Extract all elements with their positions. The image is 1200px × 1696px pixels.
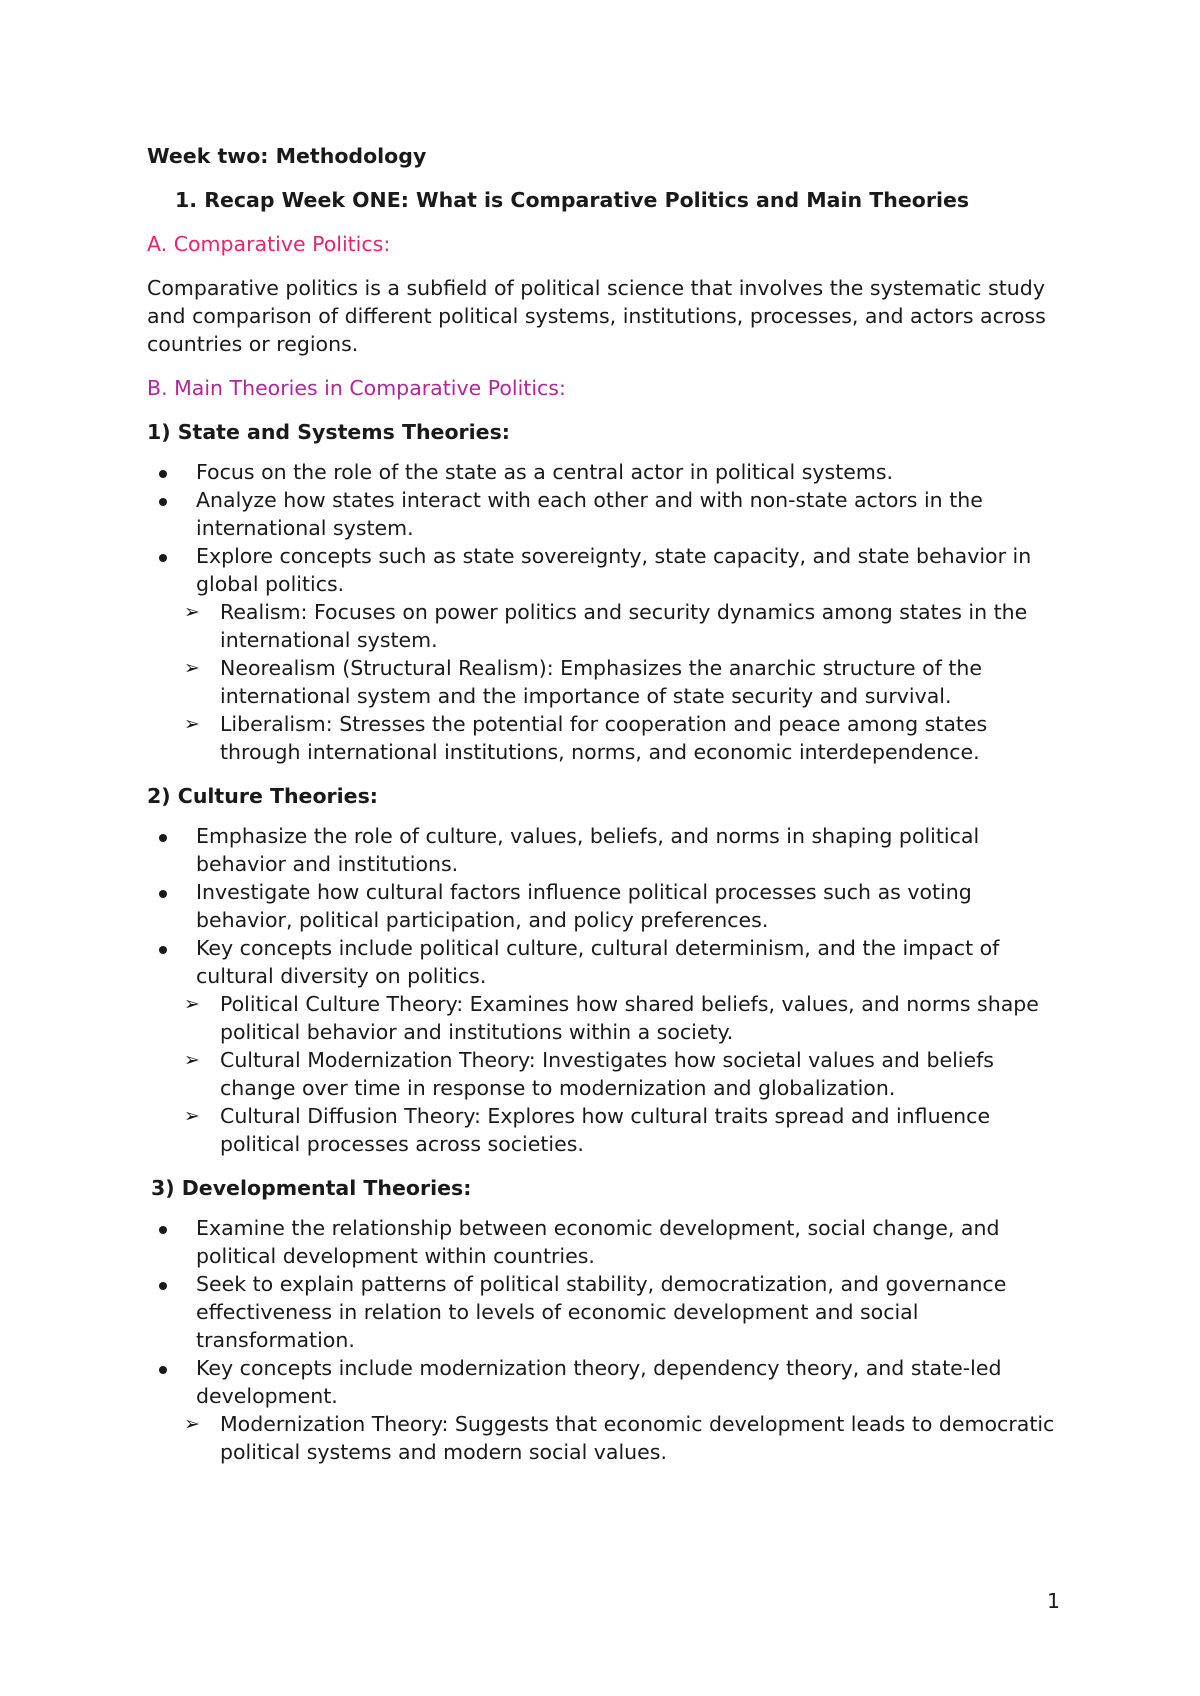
theory-1-heading: 1) State and Systems Theories: (147, 420, 510, 444)
list-item: Explore concepts such as state sovereignty, state capacity, and state behavior in global politics. (147, 542, 1067, 598)
page-number: 1 (1047, 1589, 1061, 1613)
theory-2-list (147, 822, 1067, 1158)
section-a-paragraph: Comparative politics is a subfield of political science that involves the systematic study and comparison of different political systems, institutions, processes, and actors across countries or regions. (147, 276, 1046, 356)
list-item: Focus on the role of the state as a central actor in political systems. (147, 458, 1067, 486)
list-item: Key concepts include modernization theory, dependency theory, and state-led development. (147, 1354, 1067, 1410)
sub-list-item: ➢ Political Culture Theory: Examines how shared beliefs, values, and norms shape political behavior and institutions within a society. (147, 990, 1067, 1046)
theory-2-heading: 2) Culture Theories: (147, 784, 378, 808)
list-item: Seek to explain patterns of political stability, democratization, and governance effectiveness in relation to levels of economic development and social transformation. (147, 1270, 1067, 1354)
sub-list-item: ➢ Cultural Diffusion Theory: Explores how cultural traits spread and influence political processes across societies. (147, 1102, 1067, 1158)
theory-3-list (147, 1214, 1067, 1466)
recap-heading: 1. Recap Week ONE: What is Comparative Politics and Main Theories (175, 188, 970, 212)
sub-list-item: ➢ Cultural Modernization Theory: Investigates how societal values and beliefs change over time in response to modernization and globalization. (147, 1046, 1067, 1102)
section-a-heading: A. Comparative Politics: (147, 232, 391, 256)
list-item: Investigate how cultural factors influence political processes such as voting behavior, political participation, and policy preferences. (147, 878, 1067, 934)
document-body (147, 142, 1067, 1482)
sub-list-item: ➢ Realism: Focuses on power politics and security dynamics among states in the international system. (147, 598, 1067, 654)
section-b-heading: B. Main Theories in Comparative Politics: (147, 376, 566, 400)
sub-list-item: ➢ Neorealism (Structural Realism): Emphasizes the anarchic structure of the international system and the importance of state security and survival. (147, 654, 1067, 710)
theory-1-list (147, 458, 1067, 766)
sub-list-item: ➢ Liberalism: Stresses the potential for cooperation and peace among states through international institutions, norms, and economic interdependence. (147, 710, 1067, 766)
sub-list-item: ➢ Modernization Theory: Suggests that economic development leads to democratic political systems and modern social values. (147, 1410, 1067, 1466)
list-item: Analyze how states interact with each other and with non-state actors in the international system. (147, 486, 1067, 542)
list-item: Emphasize the role of culture, values, beliefs, and norms in shaping political behavior and institutions. (147, 822, 1067, 878)
list-item: Examine the relationship between economic development, social change, and political development within countries. (147, 1214, 1067, 1270)
page-title: Week two: Methodology (147, 144, 427, 168)
theory-3-heading: 3) Developmental Theories: (151, 1176, 472, 1200)
list-item: Key concepts include political culture, cultural determinism, and the impact of cultural diversity on politics. (147, 934, 1067, 990)
